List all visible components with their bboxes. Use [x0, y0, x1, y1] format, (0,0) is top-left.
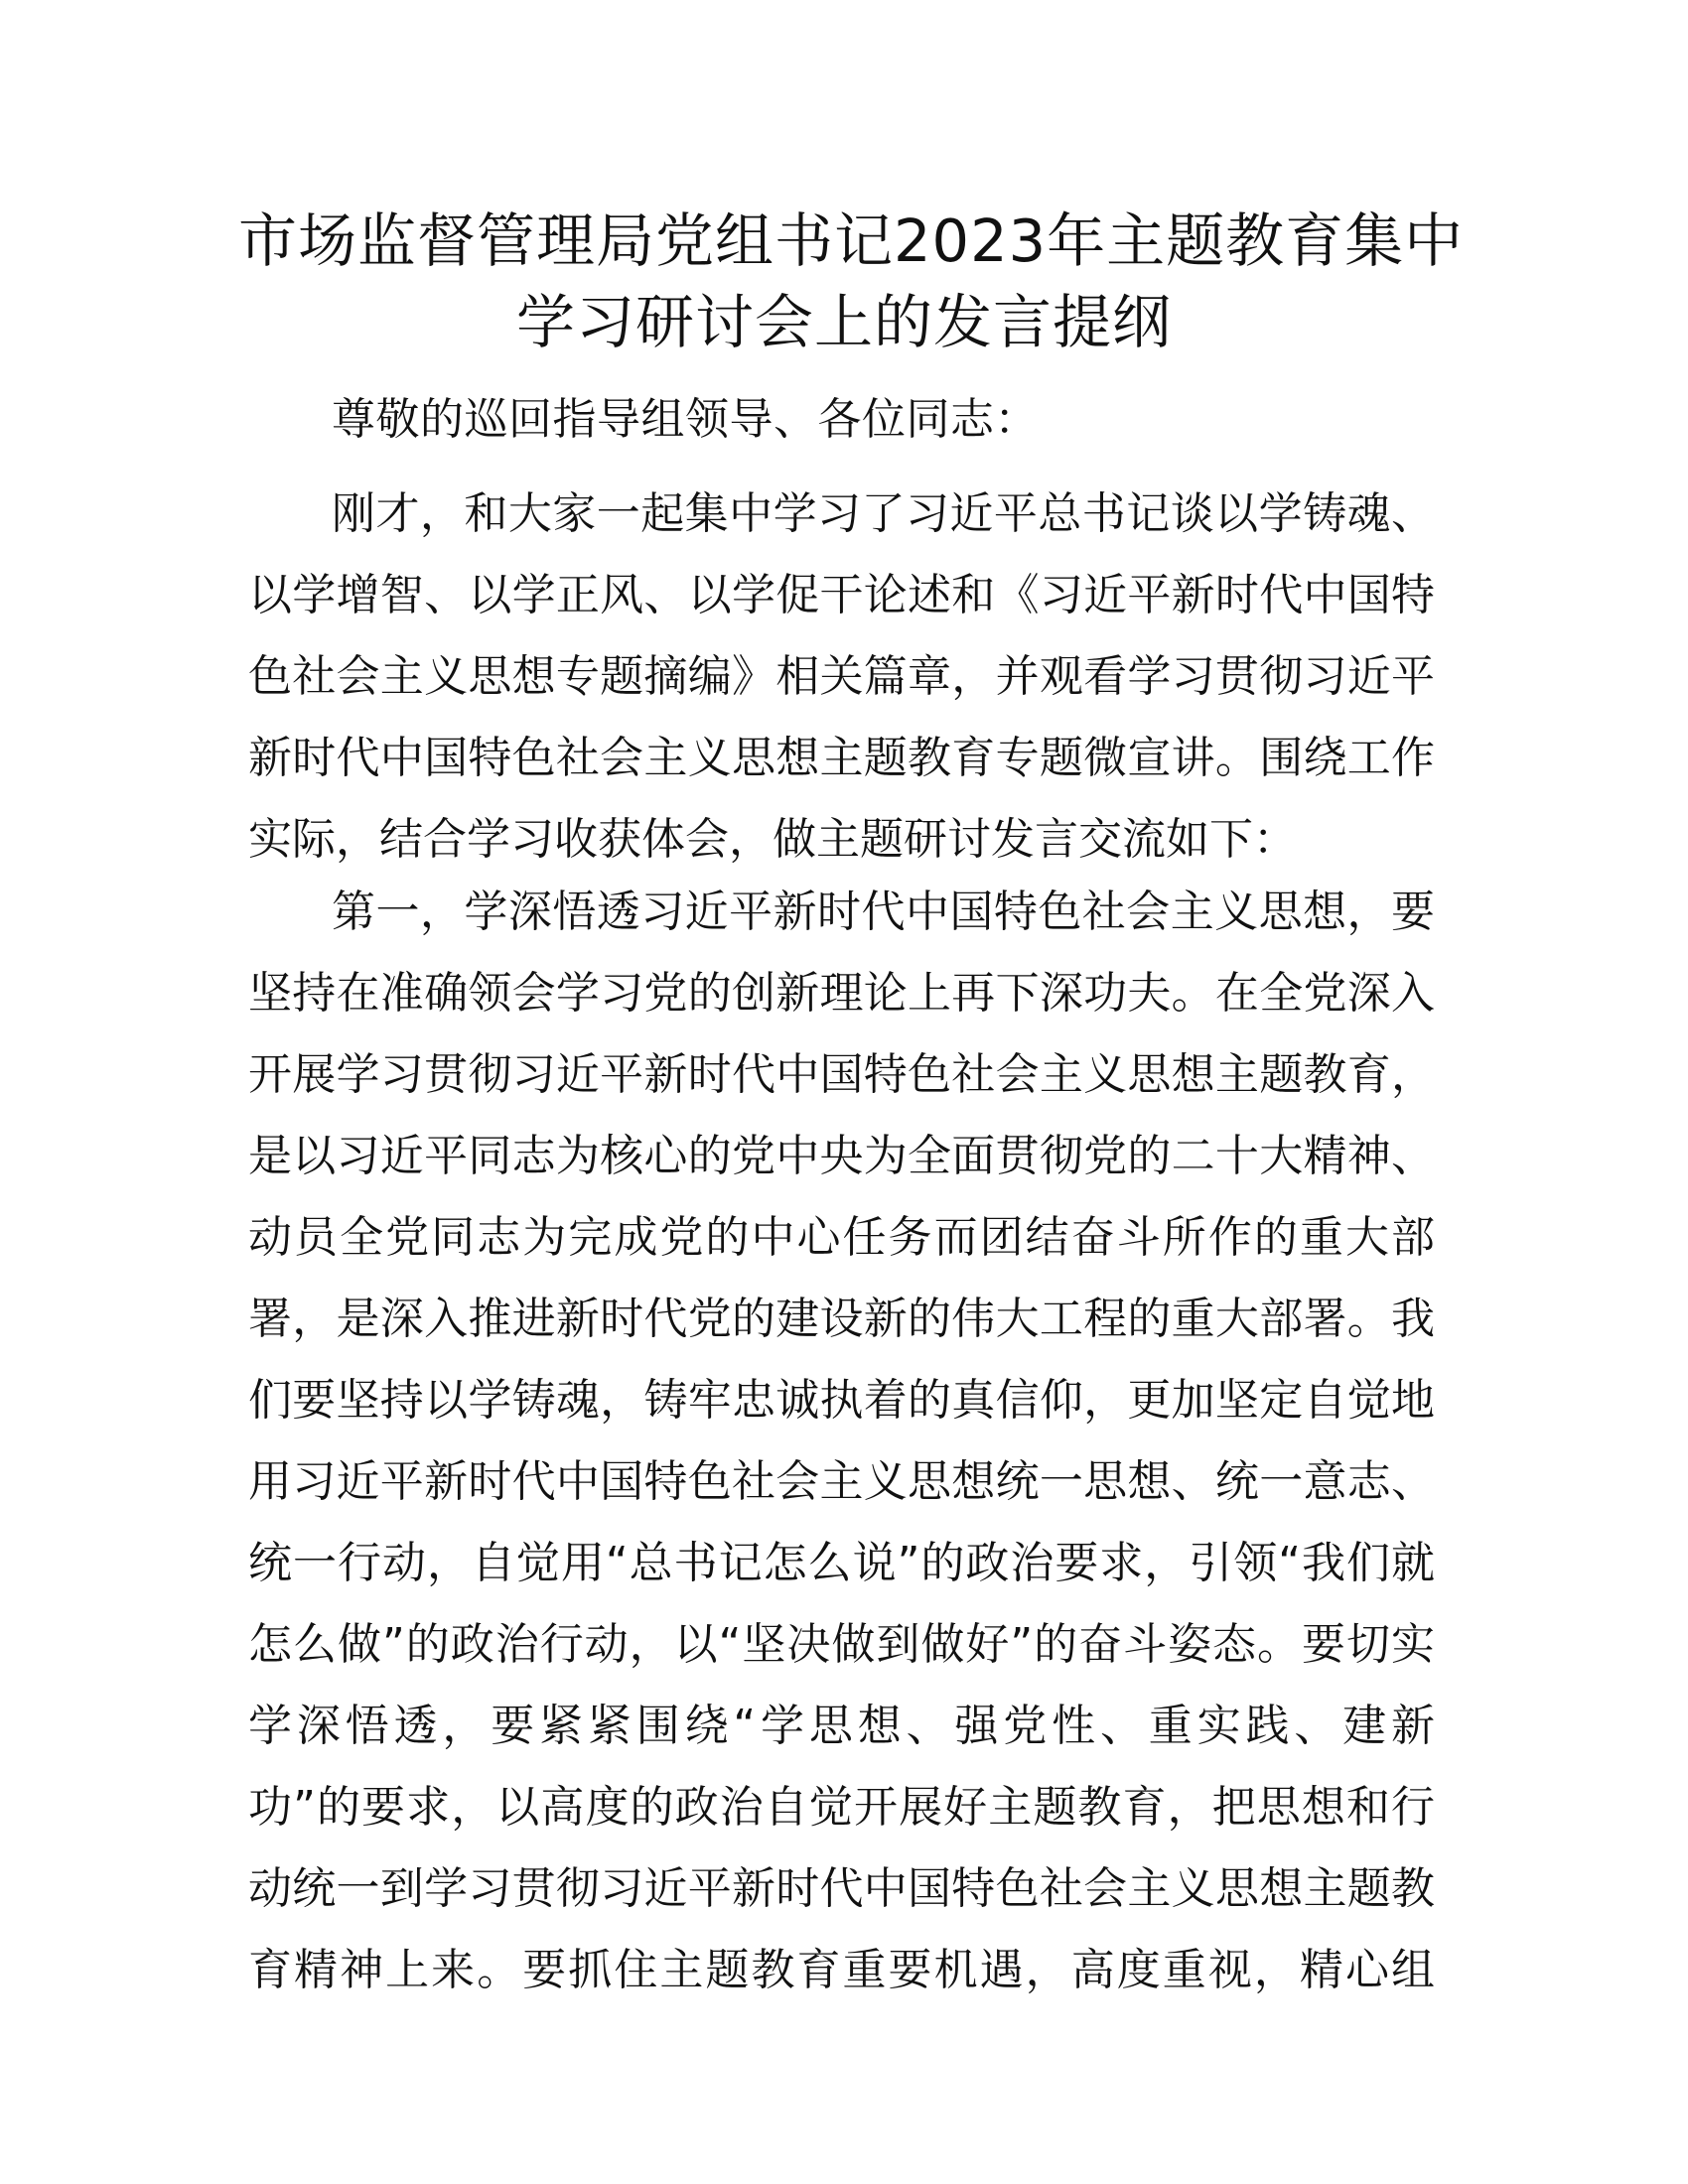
- text-line: 是以习近平同志为核心的党中央为全面贯彻党的二十大精神、: [248, 1131, 1435, 1181]
- salutation: 尊敬的巡回指导组领导、各位同志：: [332, 394, 1039, 445]
- text-line: 开展学习贯彻习近平新时代中国特色社会主义思想主题教育，: [248, 1049, 1435, 1100]
- text-line: 动员全党同志为完成党的中心任务而团结奋斗所作的重大部: [248, 1212, 1435, 1263]
- text-line: 实际，结合学习收获体会，做主题研讨发言交流如下：: [248, 814, 1297, 865]
- text-line: 刚才，和大家一起集中学习了习近平总书记谈以学铸魂、: [332, 488, 1435, 539]
- text-line: 署，是深入推进新时代党的建设新的伟大工程的重大部署。我: [248, 1294, 1435, 1344]
- text-line: 坚持在准确领会学习党的创新理论上再下深功夫。在全党深入: [248, 968, 1435, 1019]
- paragraph-2: [248, 872, 1435, 2011]
- text-line: 以学增智、以学正风、以学促干论述和《习近平新时代中国特: [248, 570, 1435, 620]
- text-line: 们要坚持以学铸魂，铸牢忠诚执着的真信仰，更加坚定自觉地: [248, 1375, 1435, 1426]
- text-line: 用习近平新时代中国特色社会主义思想统一思想、统一意志、: [248, 1456, 1435, 1507]
- text-line: 育精神上来。要抓住主题教育重要机遇，高度重视，精心组: [248, 1945, 1435, 1995]
- title-line-2: 学习研讨会上的发言提纲: [515, 288, 1172, 356]
- text-line: 统一行动，自觉用“总书记怎么说”的政治要求，引领“我们就: [248, 1538, 1435, 1588]
- text-line: 色社会主义思想专题摘编》相关篇章，并观看学习贯彻习近平: [248, 651, 1435, 702]
- text-line: 怎么做”的政治行动，以“坚决做到做好”的奋斗姿态。要切实: [248, 1619, 1435, 1670]
- document-title: [238, 201, 1465, 363]
- paragraph-1: [248, 474, 1435, 881]
- text-line: 学深悟透，要紧紧围绕“学思想、强党性、重实践、建新: [248, 1701, 1435, 1751]
- text-line: 新时代中国特色社会主义思想主题教育专题微宣讲。围绕工作: [248, 733, 1435, 783]
- text-line: 第一，学深悟透习近平新时代中国特色社会主义思想，要: [332, 887, 1435, 937]
- title-line-1: 市场监督管理局党组书记2023年主题教育集中: [238, 206, 1465, 275]
- text-line: 功”的要求，以高度的政治自觉开展好主题教育，把思想和行: [248, 1782, 1435, 1833]
- text-line: 动统一到学习贯彻习近平新时代中国特色社会主义思想主题教: [248, 1863, 1435, 1914]
